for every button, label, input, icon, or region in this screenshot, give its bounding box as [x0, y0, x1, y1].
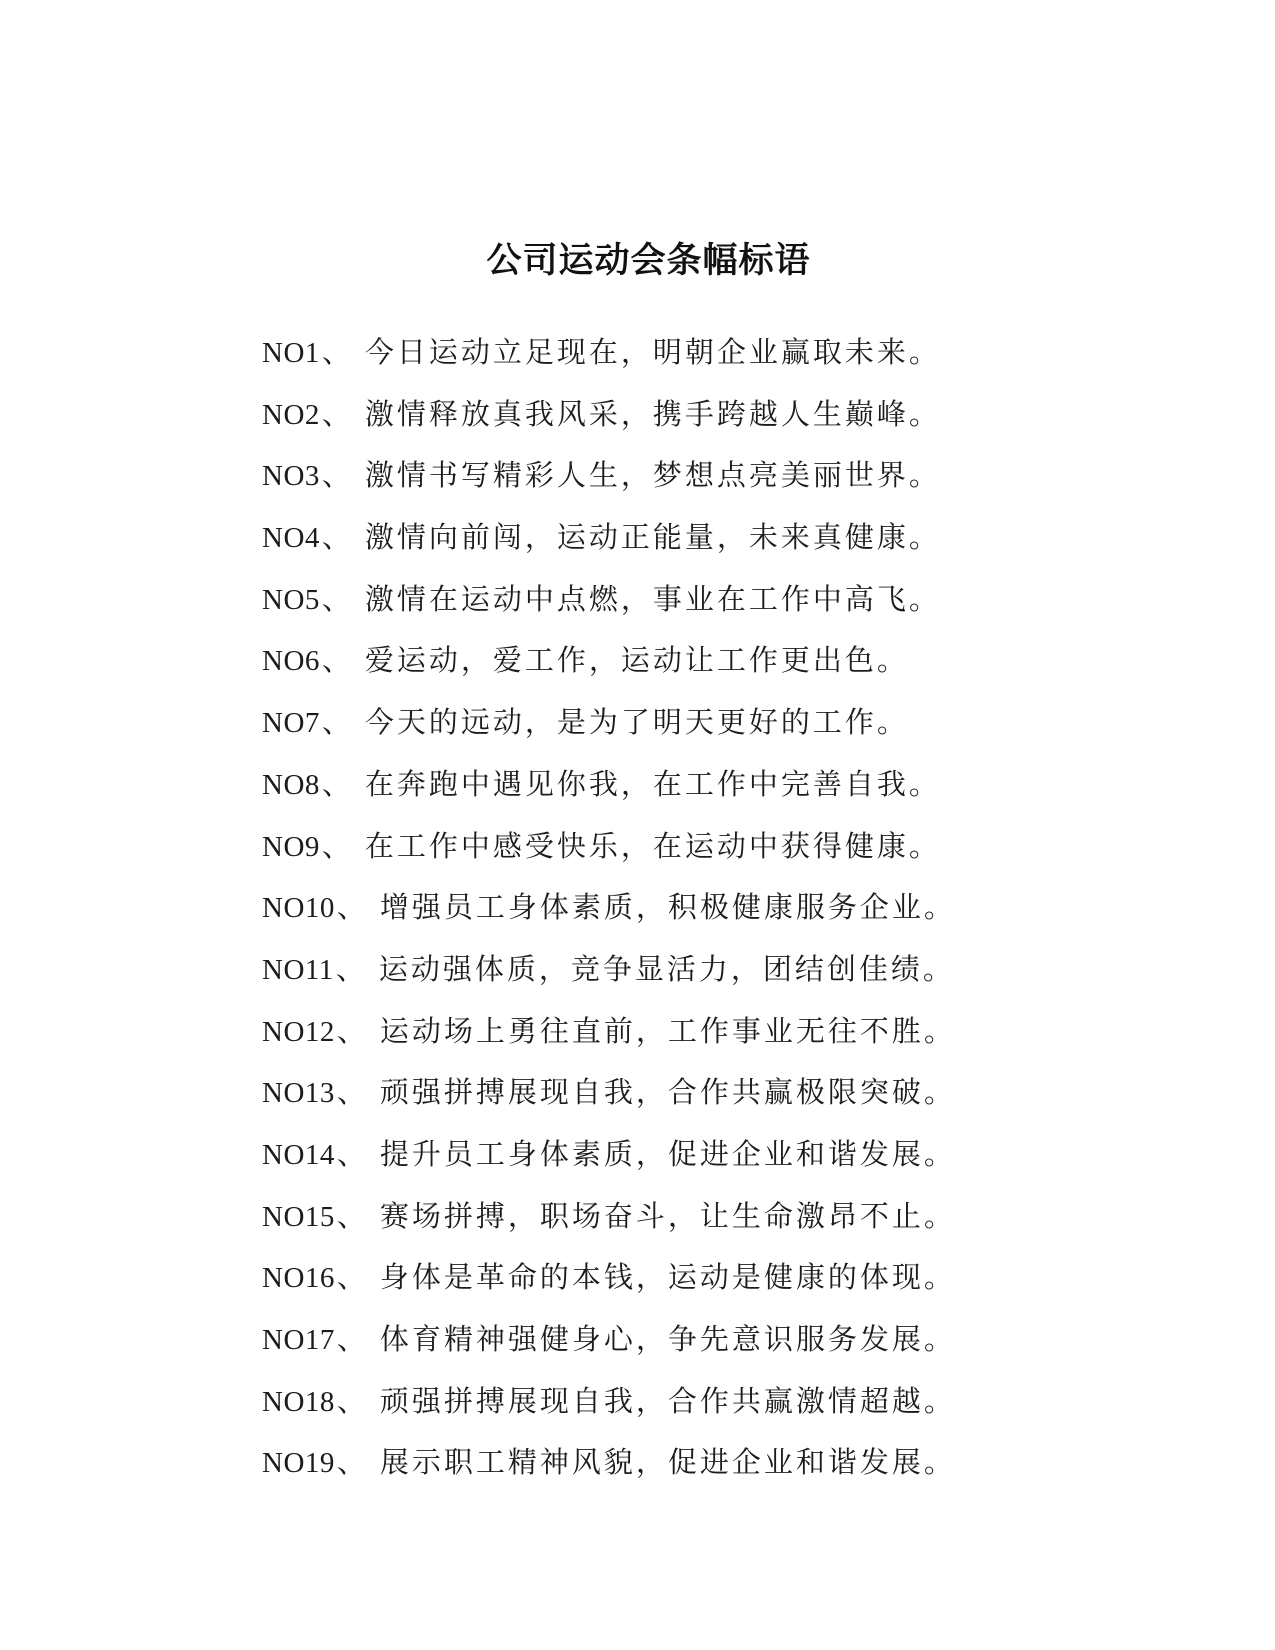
slogan-text: 激情在运动中点燃，事业在工作中高飞。 — [364, 583, 941, 616]
slogan-line — [262, 1187, 1215, 1249]
slogan-text: 运动强体质，竞争显活力，团结创佳绩。 — [378, 953, 955, 986]
slogan-separator: 、 — [336, 1138, 366, 1171]
slogan-text: 增强员工身体素质，积极健康服务企业。 — [379, 892, 956, 925]
slogan-separator: 、 — [321, 830, 351, 863]
slogan-line — [262, 508, 1215, 570]
slogan-number: NO2 — [262, 398, 320, 431]
slogan-text: 爱运动，爱工作，运动让工作更出色。 — [364, 645, 909, 678]
slogan-separator: 、 — [336, 1077, 366, 1110]
slogan-separator: 、 — [321, 460, 351, 493]
slogan-number: NO18 — [262, 1385, 335, 1418]
slogan-number: NO16 — [262, 1262, 335, 1295]
slogan-number: NO15 — [262, 1200, 335, 1233]
slogan-line — [262, 1310, 1215, 1372]
slogan-text: 顽强拼搏展现自我，合作共赢激情超越。 — [379, 1385, 956, 1418]
slogan-separator: 、 — [336, 1262, 366, 1295]
slogan-line — [262, 878, 1215, 940]
slogan-number: NO7 — [262, 707, 320, 740]
slogan-line — [262, 385, 1215, 447]
slogan-line — [262, 693, 1215, 755]
slogan-number: NO12 — [262, 1015, 335, 1048]
slogan-number: NO8 — [262, 768, 320, 801]
slogan-line — [262, 817, 1215, 879]
slogan-text: 在奔跑中遇见你我，在工作中完善自我。 — [364, 768, 941, 801]
page-title: 公司运动会条幅标语 — [486, 241, 811, 281]
slogan-line — [262, 1433, 1215, 1495]
slogan-line — [262, 570, 1215, 632]
slogan-line — [262, 940, 1215, 1002]
slogan-text: 在工作中感受快乐，在运动中获得健康。 — [364, 830, 941, 863]
slogan-number: NO9 — [262, 830, 320, 863]
slogan-line — [262, 1063, 1215, 1125]
slogan-text: 激情书写精彩人生，梦想点亮美丽世界。 — [364, 460, 941, 493]
slogan-separator: 、 — [321, 645, 351, 678]
slogan-separator: 、 — [336, 1324, 366, 1356]
slogan-text: 运动场上勇往直前，工作事业无往不胜。 — [379, 1015, 956, 1048]
slogan-line — [262, 323, 1215, 385]
slogan-line — [262, 1248, 1215, 1310]
slogan-separator: 、 — [336, 1200, 366, 1233]
slogan-text: 今天的远动，是为了明天更好的工作。 — [364, 707, 909, 740]
slogan-line — [262, 631, 1215, 693]
slogan-separator: 、 — [321, 707, 351, 740]
slogan-list — [262, 323, 1215, 1495]
slogan-separator: 、 — [321, 768, 351, 801]
slogan-number: NO13 — [262, 1077, 335, 1110]
slogan-text: 激情释放真我风采，携手跨越人生巅峰。 — [364, 398, 941, 431]
slogan-text: 今日运动立足现在，明朝企业赢取未来。 — [364, 337, 941, 369]
slogan-line — [262, 446, 1215, 508]
slogan-number: NO5 — [262, 583, 320, 616]
slogan-number: NO6 — [262, 645, 320, 678]
slogan-separator: 、 — [321, 398, 351, 431]
slogan-line — [262, 1125, 1215, 1187]
slogan-number: NO3 — [262, 460, 320, 493]
slogan-number: NO11 — [262, 953, 334, 986]
slogan-text: 体育精神强健身心，争先意识服务发展。 — [379, 1324, 956, 1356]
slogan-number: NO10 — [262, 892, 335, 925]
slogan-separator: 、 — [321, 583, 351, 616]
slogan-line — [262, 755, 1215, 817]
slogan-number: NO17 — [262, 1324, 335, 1356]
slogan-separator: 、 — [336, 892, 366, 925]
slogan-number: NO1 — [262, 337, 320, 369]
slogan-number: NO19 — [262, 1447, 335, 1480]
slogan-number: NO4 — [262, 522, 320, 555]
slogan-separator: 、 — [336, 1447, 366, 1480]
slogan-separator: 、 — [321, 337, 351, 369]
slogan-number: NO14 — [262, 1138, 335, 1171]
slogan-text: 赛场拼搏，职场奋斗，让生命激昂不止。 — [379, 1200, 956, 1233]
slogan-text: 激情向前闯，运动正能量，未来真健康。 — [364, 522, 941, 555]
slogan-text: 展示职工精神风貌，促进企业和谐发展。 — [379, 1447, 956, 1480]
slogan-text: 身体是革命的本钱，运动是健康的体现。 — [379, 1262, 956, 1295]
slogan-separator: 、 — [335, 953, 365, 986]
slogan-line — [262, 1002, 1215, 1064]
slogan-separator: 、 — [321, 522, 351, 555]
slogan-separator: 、 — [336, 1015, 366, 1048]
slogan-text: 提升员工身体素质，促进企业和谐发展。 — [379, 1138, 956, 1171]
slogan-text: 顽强拼搏展现自我，合作共赢极限突破。 — [379, 1077, 956, 1110]
slogan-separator: 、 — [336, 1385, 366, 1418]
slogan-line — [262, 1372, 1215, 1434]
